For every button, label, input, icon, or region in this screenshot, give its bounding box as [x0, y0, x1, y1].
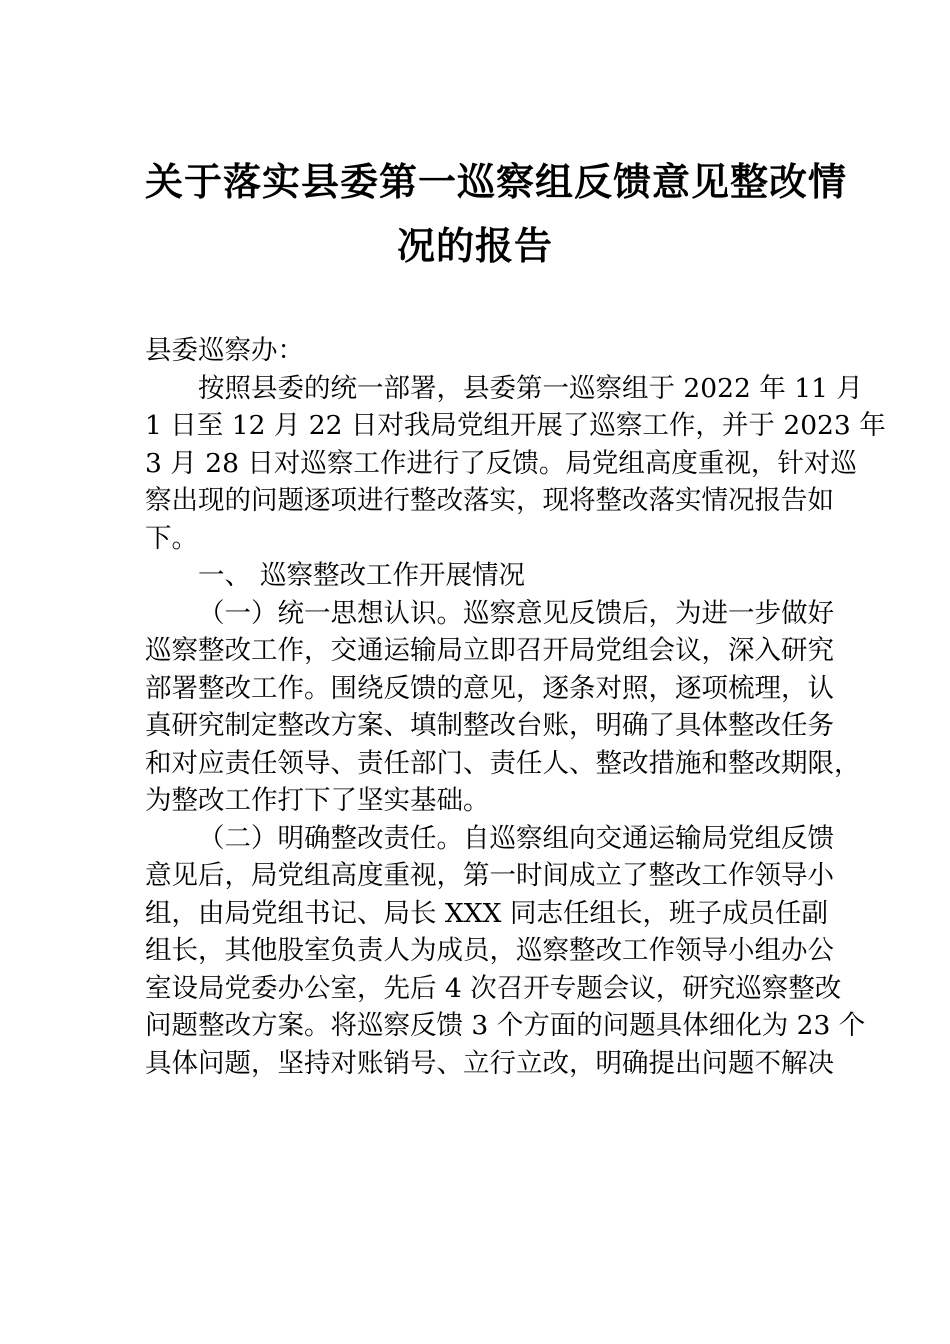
paragraph-line: 组，由局党组书记、局长 XXX 同志任组长，班子成员任副 — [145, 897, 828, 929]
paragraph-2 — [145, 595, 861, 820]
salutation: 县委巡察办： — [145, 335, 304, 366]
paragraph-line: 察出现的问题逐项进行整改落实，现将整改落实情况报告如 — [145, 485, 834, 516]
title-line-2: 况的报告 — [396, 223, 553, 268]
section-heading — [145, 557, 805, 595]
paragraph-line: 问题整改方案。将巡察反馈 3 个方面的问题具体细化为 23 个 — [145, 1010, 866, 1041]
document-title — [145, 150, 848, 278]
paragraph-3 — [145, 820, 866, 1083]
paragraph-line: 真研究制定整改方案、填制整改台账，明确了具体整改任务 — [145, 710, 834, 741]
section-heading-text: 巡察整改工作开展情况 — [260, 560, 525, 591]
paragraph-line: 3 月 28 日对巡察工作进行了反馈。局党组高度重视，针对巡 — [145, 447, 857, 479]
paragraph-line: 具体问题，坚持对账销号、立行立改，明确提出问题不解决 — [145, 1047, 834, 1079]
paragraph-line: 1 日至 12 月 22 日对我局党组开展了巡察工作，并于 2023 年 — [145, 410, 886, 441]
paragraph-1 — [145, 370, 886, 558]
paragraph-line: （一）统一思想认识。巡察意见反馈后，为进一步做好 — [198, 597, 834, 629]
paragraph-line: 和对应责任领导、责任部门、责任人、整改措施和整改期限， — [145, 747, 861, 779]
paragraph-line: 室设局党委办公室，先后 4 次召开专题会议，研究巡察整改 — [145, 972, 842, 1004]
paragraph-line: 意见后，局党组高度重视，第一时间成立了整改工作领导小 — [145, 860, 834, 891]
paragraph-line: 组长，其他股室负责人为成员，巡察整改工作领导小组办公 — [145, 935, 834, 966]
paragraph-line: 巡察整改工作，交通运输局立即召开局党组会议，深入研究 — [145, 635, 834, 666]
paragraph-line: 为整改工作打下了坚实基础。 — [145, 785, 490, 816]
section-number: 一、 — [198, 560, 251, 591]
document-body — [145, 332, 886, 1082]
paragraph-line: 部署整改工作。围绕反馈的意见，逐条对照，逐项梳理，认 — [145, 672, 834, 704]
paragraph-line: （二）明确整改责任。自巡察组向交通运输局党组反馈 — [198, 822, 834, 854]
paragraph-line: 按照县委的统一部署，县委第一巡察组于 2022 年 11 月 — [198, 372, 863, 404]
title-line-1: 关于落实县委第一巡察组反馈意见整改情 — [145, 159, 848, 204]
paragraph-line: 下。 — [145, 522, 198, 554]
